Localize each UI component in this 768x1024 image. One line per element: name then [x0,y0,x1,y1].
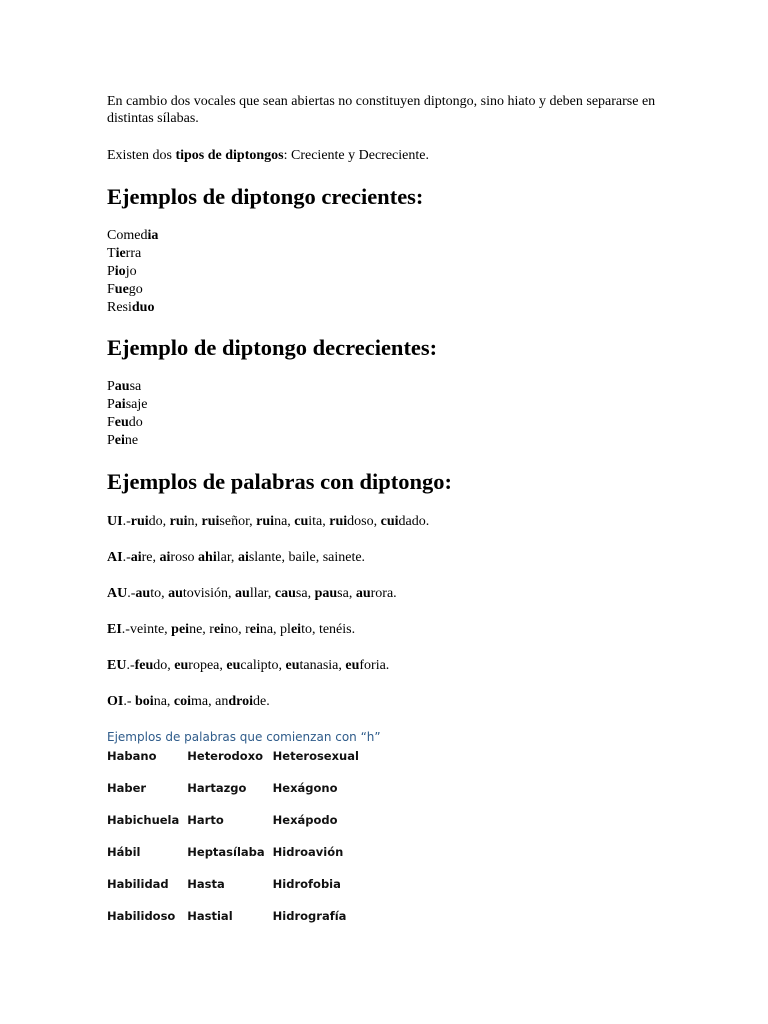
diphthong-part: au [135,586,151,601]
group-tag: EU [107,658,127,673]
types-text-post: : Creciente y Decreciente. [283,148,429,163]
diphthong-part: cui [380,514,399,529]
diphthong-part: coi [173,694,192,709]
diphthong-group-line [107,585,667,602]
word-part: ma, an [191,694,229,709]
table-row [103,874,367,906]
table-cell: Heterosexual [272,749,359,763]
word-part: dado. [398,514,430,529]
list-item [107,263,158,281]
word-part: Comed [107,228,148,243]
diphthong-part: duo [131,300,155,315]
word-part: F [107,415,115,430]
word-part: roso [170,550,199,565]
word-part: .- [122,514,131,529]
group-tag: UI [107,514,123,529]
diphthong-part: ai [130,550,142,565]
intro-paragraph: En cambio dos vocales que sean abiertas no constituyen diptongo, sino hiato y deben separarse en distintas sílabas. [107,94,656,126]
word-part: do, [153,658,175,673]
diphthong-part: ai [114,397,126,412]
diphthong-part: au [114,379,130,394]
diphthong-part: ia [147,228,159,243]
word-part: tanasia, [299,658,346,673]
word-part: to, tenéis. [301,622,356,637]
h-words-table [103,746,367,938]
diphthong-part: io [114,264,126,279]
group-tag: AU [107,586,128,601]
heading-decrecientes: Ejemplo de diptongo decrecientes: [107,335,438,360]
table-row [103,746,367,778]
list-crecientes [107,227,158,317]
table-cell: Harto [187,813,224,827]
diphthong-group-line [107,513,667,530]
table-cell: Heptasílaba [187,845,265,859]
types-text-bold: tipos de diptongos [175,148,284,163]
diphthong-part: rui [329,514,348,529]
diphthong-part: au [235,586,250,601]
diphthong-part: ei [213,622,225,637]
word-part: calipto, [240,658,286,673]
diphthong-part: eu [174,658,189,673]
word-part: n, [187,514,202,529]
diphthong-part: cau [274,586,296,601]
diphthong-part: feu [134,658,154,673]
word-part: .-veinte, [121,622,172,637]
diphthong-part: ei [290,622,302,637]
word-part: doso, [347,514,381,529]
diphthong-part: droi [228,694,253,709]
word-part: rora. [370,586,397,601]
word-part: sa [129,379,142,394]
word-part: .- [126,658,135,673]
table-row [103,810,367,842]
word-part: señor, [219,514,257,529]
word-part: P [107,433,115,448]
table-cell: Hastial [187,909,233,923]
word-part: do [128,415,143,430]
diphthong-part: ahi [198,550,217,565]
word-part: go [128,282,143,297]
diphthong-part: rui [201,514,220,529]
word-part: .- [127,586,136,601]
word-part: foria. [359,658,390,673]
word-part: jo [125,264,137,279]
table-cell: Hidrografía [272,909,347,923]
list-item [107,299,158,317]
word-part: T [107,246,116,261]
table-cell: Hidroavión [272,845,344,859]
diphthong-part: rui [169,514,188,529]
list-item [107,227,158,245]
table-cell: Habano [107,749,157,763]
diphthong-group-line [107,657,667,674]
diphthong-part: ue [114,282,129,297]
word-part: llar, [249,586,275,601]
table-cell: Hidrofobia [272,877,341,891]
diphthong-part: ei [114,433,125,448]
h-table-caption: Ejemplos de palabras que comienzan con “h” [107,730,381,744]
group-tag: AI [107,550,123,565]
diphthong-group-line [107,693,667,710]
diphthong-part: au [168,586,183,601]
list-item [107,432,147,450]
diphthong-part: eu [114,415,129,430]
types-paragraph [107,147,667,164]
group-tag: EI [107,622,122,637]
list-decrecientes [107,378,147,450]
list-item [107,378,147,396]
table-row [103,906,367,938]
table-cell: Hexápodo [272,813,338,827]
word-part: do, [148,514,170,529]
word-part: de. [253,694,270,709]
heading-crecientes: Ejemplos de diptongo crecientes: [107,184,424,209]
word-part: P [107,264,115,279]
table-cell: Hexágono [272,781,338,795]
diphthong-part: pau [314,586,338,601]
word-part: sa, [337,586,356,601]
diphthong-part: ie [115,246,126,261]
word-part: na, [274,514,295,529]
word-part: na, [153,694,174,709]
word-part: saje [125,397,148,412]
word-part: lar, [216,550,238,565]
table-cell: Habilidoso [107,909,176,923]
word-part: na, pl [259,622,291,637]
diphthong-part: ei [249,622,260,637]
word-part: P [107,379,115,394]
table-cell: Hábil [107,845,141,859]
diphthong-group-line [107,621,667,638]
word-part: tovisión, [182,586,236,601]
diphthong-part: eu [285,658,300,673]
word-part: no, r [224,622,250,637]
word-part: sa, [295,586,315,601]
diphthong-part: rui [256,514,275,529]
diphthong-part: eu [226,658,241,673]
word-part: ne [124,433,139,448]
word-part: to, [150,586,169,601]
table-cell: Habilidad [107,877,169,891]
table-row [103,778,367,810]
diphthong-part: rui [130,514,149,529]
diphthong-part: cu [294,514,309,529]
list-item [107,281,158,299]
table-cell: Haber [107,781,147,795]
table-cell: Habichuela [107,813,180,827]
table-cell: Hasta [187,877,225,891]
word-part: slante, baile, sainete. [248,550,366,565]
table-cell: Heterodoxo [187,749,264,763]
diphthong-part: boi [135,694,154,709]
table-row [103,842,367,874]
table-cell: Hartazgo [187,781,247,795]
word-part: ne, r [189,622,214,637]
list-item [107,396,147,414]
diphthong-part: eu [345,658,360,673]
group-tag: OI [107,694,124,709]
word-part: ropea, [188,658,227,673]
list-item [107,245,158,263]
word-part: ita, [308,514,330,529]
diphthong-part: ai [159,550,171,565]
word-part: Resi [107,300,132,315]
word-part: re, [141,550,160,565]
diphthong-part: au [355,586,371,601]
types-text-pre: Existen dos [107,148,176,163]
heading-palabras: Ejemplos de palabras con diptongo: [107,469,453,494]
word-part: .- [122,550,131,565]
word-part: P [107,397,115,412]
word-part: rra [125,246,142,261]
diphthong-group-line [107,549,667,566]
word-part: .- [123,694,136,709]
diphthong-part: ai [237,550,249,565]
list-item [107,414,147,432]
word-part: F [107,282,115,297]
diphthong-part: pei [171,622,190,637]
